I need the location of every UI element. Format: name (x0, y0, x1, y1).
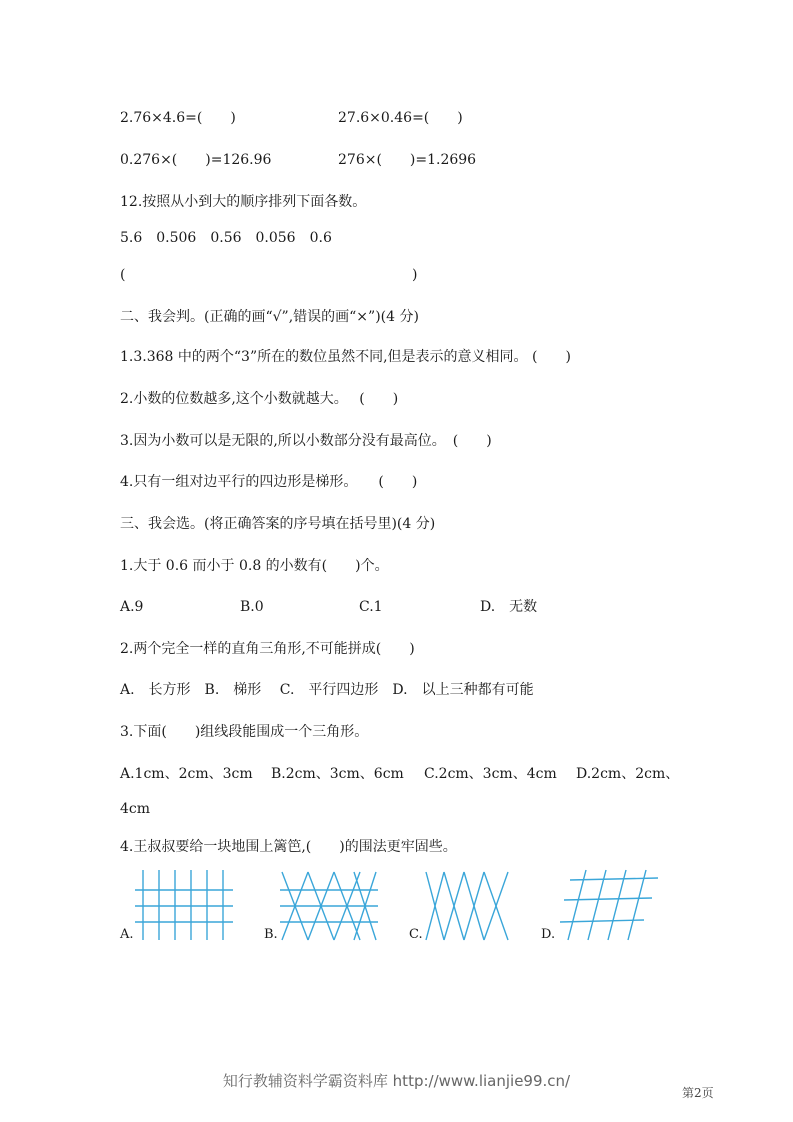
choice-q1-option-a: A.9 (120, 599, 144, 615)
fence-label-c: C. (409, 927, 423, 942)
section-2-heading: 二、我会判。(正确的画“√”,错误的画“×”)(4 分) (120, 309, 419, 325)
choice-q3-option-b: B.2cm、3cm、6cm (271, 766, 404, 782)
judge-q4: 4.只有一组对边平行的四边形是梯形。 ( ) (120, 474, 418, 490)
calc-q1: 2.76×4.6=( ) (120, 110, 236, 126)
fence-label-d: D. (541, 927, 556, 942)
fence-diagram-d (556, 868, 662, 942)
fence-diagram-b (278, 868, 380, 942)
fence-label-b: B. (264, 927, 278, 942)
choice-q2: 2.两个完全一样的直角三角形,不可能拼成( ) (120, 641, 415, 657)
judge-q1: 1.3.368 中的两个“3”所在的数位虽然不同,但是表示的意义相同。 ( ) (120, 349, 571, 365)
judge-q3: 3.因为小数可以是无限的,所以小数部分没有最高位。 ( ) (120, 433, 492, 449)
choice-q3-option-a: A.1cm、2cm、3cm (120, 766, 253, 782)
footer-watermark: 知行教辅资料学霸资料库 http://www.lianjie99.cn/ (222, 1072, 571, 1090)
fence-diagram-a (133, 868, 237, 942)
choice-q3-option-c: C.2cm、3cm、4cm (424, 766, 557, 782)
calc-q2: 27.6×0.46=( ) (338, 110, 463, 126)
number-list: 5.6 0.506 0.56 0.056 0.6 (120, 230, 332, 246)
calc-q4: 276×( )=1.2696 (338, 152, 477, 168)
choice-q1-option-c: C.1 (359, 599, 383, 615)
calc-q3: 0.276×( )=126.96 (120, 152, 272, 168)
question-12: 12.按照从小到大的顺序排列下面各数。 (120, 194, 367, 210)
judge-q2: 2.小数的位数越多,这个小数就越大。 ( ) (120, 391, 399, 407)
choice-q1-option-b: B.0 (240, 599, 264, 615)
choice-q1: 1.大于 0.6 而小于 0.8 的小数有( )个。 (120, 558, 389, 574)
answer-paren-close: ) (412, 267, 418, 283)
choice-q3-option-d: D.2cm、2cm、 (576, 766, 680, 782)
choice-q2-options: A. 长方形 B. 梯形 C. 平行四边形 D. 以上三种都有可能 (120, 682, 534, 698)
page-number: 第2页 (682, 1086, 714, 1100)
choice-q3-option-d-cont: 4cm (120, 801, 151, 817)
fence-diagram-c (420, 868, 514, 942)
fence-label-a: A. (120, 927, 134, 942)
section-3-heading: 三、我会选。(将正确答案的序号填在括号里)(4 分) (120, 516, 436, 532)
choice-q4: 4.王叔叔要给一块地围上篱笆,( )的围法更牢固些。 (120, 839, 457, 855)
answer-paren-open: ( (120, 267, 126, 283)
choice-q1-option-d: D. 无数 (480, 599, 538, 615)
choice-q3: 3.下面( )组线段能围成一个三角形。 (120, 724, 369, 740)
